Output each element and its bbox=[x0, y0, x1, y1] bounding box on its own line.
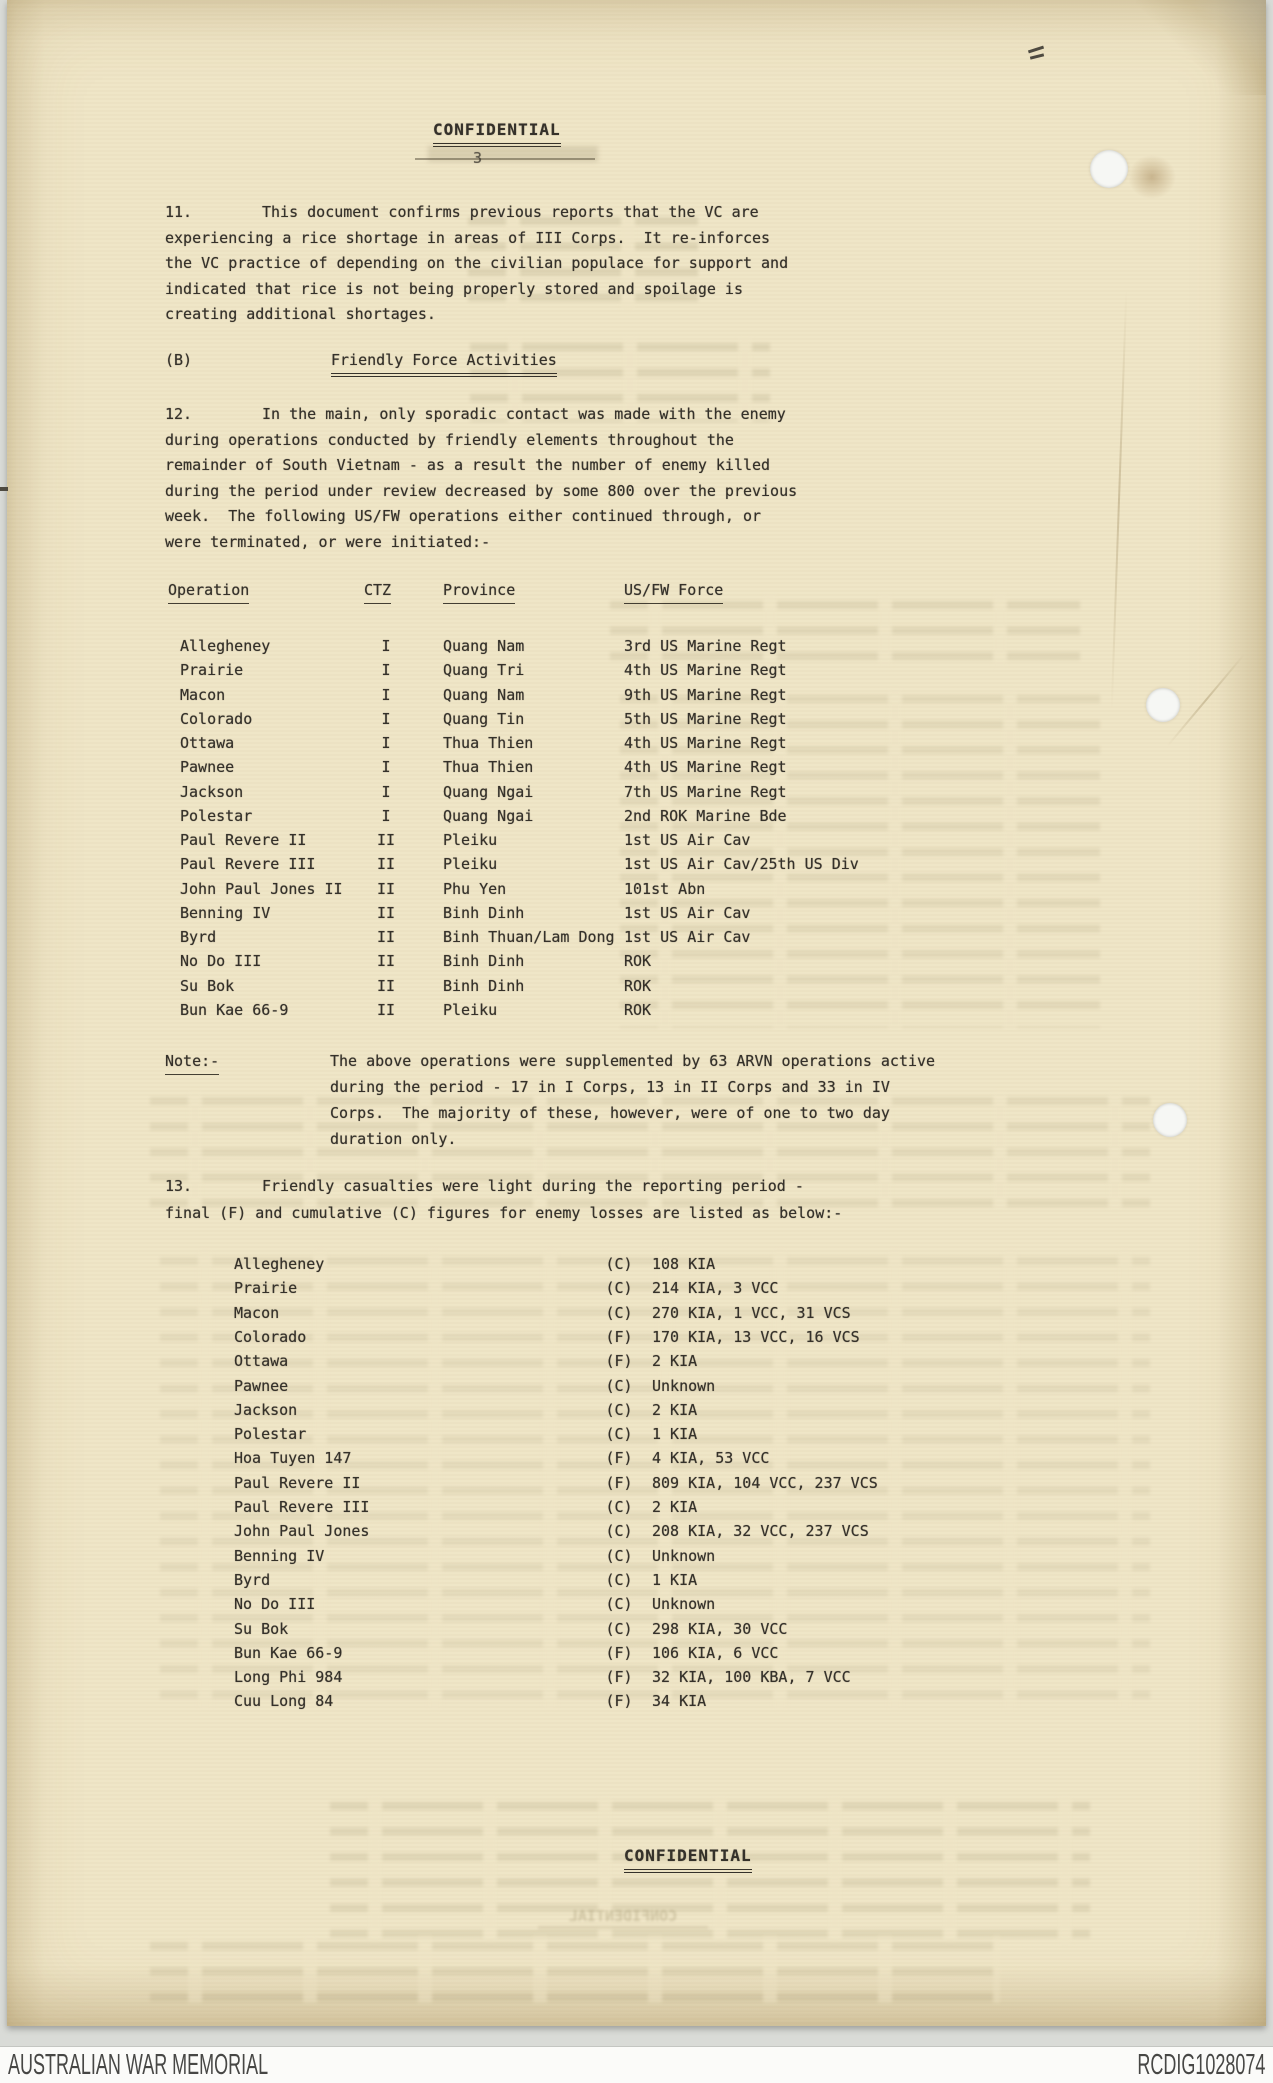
ctz-cell: II bbox=[376, 952, 396, 971]
province-cell: Binh Thuan/Lam Dong bbox=[443, 928, 615, 946]
operation-cell: Paul Revere III bbox=[180, 855, 316, 874]
column-header-province: Province bbox=[443, 578, 515, 604]
text-line: experiencing a rice shortage in areas of III Corps. It re-inforces bbox=[165, 228, 771, 247]
force-cell: 9th US Marine Regt bbox=[624, 685, 787, 704]
operation-cell: Allegheney bbox=[234, 1255, 325, 1273]
ctz-cell: II bbox=[376, 928, 396, 946]
losses-cell: 2 KIA bbox=[652, 1498, 698, 1516]
operation-cell: Polestar bbox=[180, 806, 253, 825]
operations-table-row bbox=[0, 707, 1120, 731]
operations-table-row bbox=[0, 658, 1120, 682]
casualties-row bbox=[0, 1422, 1120, 1446]
force-cell: 1st US Air Cav/25th US Div bbox=[624, 855, 859, 874]
ctz-cell: I bbox=[381, 782, 391, 801]
province-cell: Phu Yen bbox=[443, 879, 507, 898]
casualties-row bbox=[0, 1446, 1120, 1470]
operations-table-row bbox=[0, 828, 1120, 852]
paper-stain bbox=[1128, 155, 1176, 199]
text-line: during operations conducted by friendly elements throughout the bbox=[165, 430, 734, 449]
operation-cell: Paul Revere II bbox=[234, 1473, 361, 1492]
operation-cell: Prairie bbox=[180, 661, 244, 680]
force-cell: 7th US Marine Regt bbox=[624, 782, 787, 801]
operation-cell: Bun Kae 66-9 bbox=[234, 1643, 343, 1662]
casualties-row bbox=[0, 1471, 1120, 1495]
text-line: remainder of South Vietnam - as a result the number of enemy killed bbox=[165, 456, 771, 475]
operation-cell: Jackson bbox=[180, 782, 244, 801]
operation-cell: Paul Revere III bbox=[234, 1498, 370, 1516]
province-cell: Pleiku bbox=[443, 855, 498, 874]
casualties-row bbox=[0, 1495, 1120, 1519]
operation-cell: Byrd bbox=[234, 1570, 271, 1589]
bleed-through-stamp: CONFIDENTIAL bbox=[538, 1906, 708, 1929]
province-cell: Binh Dinh bbox=[443, 903, 525, 922]
operations-table bbox=[0, 634, 1273, 1029]
ctz-cell: I bbox=[381, 661, 391, 680]
force-cell: 3rd US Marine Regt bbox=[624, 637, 787, 655]
operation-cell: Colorado bbox=[234, 1327, 307, 1346]
losses-cell: 170 KIA, 13 VCC, 16 VCS bbox=[652, 1327, 860, 1346]
losses-cell: 1 KIA bbox=[652, 1425, 698, 1444]
text-line: week. The following US/FW operations either continued through, or bbox=[165, 507, 762, 526]
province-cell: Quang Ngai bbox=[443, 782, 534, 801]
casualties-row bbox=[0, 1301, 1120, 1325]
operation-cell: Jackson bbox=[234, 1400, 298, 1419]
operation-cell: Bun Kae 66-9 bbox=[180, 1000, 289, 1019]
province-cell: Thua Thien bbox=[443, 758, 534, 777]
operations-table-row bbox=[0, 877, 1120, 901]
casualties-row bbox=[0, 1374, 1120, 1398]
section-label: (B) bbox=[165, 351, 193, 369]
province-cell: Pleiku bbox=[443, 831, 498, 849]
operation-cell: Macon bbox=[180, 685, 226, 704]
losses-cell: 208 KIA, 32 VCC, 237 VCS bbox=[652, 1522, 869, 1541]
force-cell: 1st US Air Cav bbox=[624, 831, 751, 849]
hole-punch bbox=[1090, 150, 1128, 188]
casualties-row bbox=[0, 1568, 1120, 1592]
text-line: indicated that rice is not being properly stored and spoilage is bbox=[165, 279, 743, 298]
operations-table-row bbox=[0, 998, 1120, 1022]
ctz-cell: II bbox=[376, 831, 396, 849]
figure-code-cell: (F) bbox=[605, 1352, 633, 1371]
column-header-ctz: CTZ bbox=[364, 578, 391, 604]
ctz-cell: II bbox=[376, 855, 396, 874]
archive-footer-bar bbox=[0, 2046, 1273, 2083]
operation-cell: Ottawa bbox=[180, 734, 235, 752]
figure-code-cell: (C) bbox=[605, 1522, 633, 1541]
section-title: Friendly Force Activities bbox=[331, 348, 557, 377]
figure-code-cell: (C) bbox=[605, 1425, 633, 1444]
note-label: Note:- bbox=[165, 1049, 219, 1075]
operations-table-row bbox=[0, 949, 1120, 973]
classification-header: CONFIDENTIAL bbox=[433, 118, 561, 147]
force-cell: 1st US Air Cav bbox=[624, 903, 751, 922]
losses-cell: 2 KIA bbox=[652, 1352, 698, 1371]
ctz-cell: I bbox=[381, 734, 391, 752]
text-line: final (F) and cumulative (C) figures for enemy losses are listed as below:- bbox=[165, 1204, 843, 1222]
ctz-cell: I bbox=[381, 709, 391, 728]
operations-table-row bbox=[0, 974, 1120, 998]
figure-code-cell: (C) bbox=[605, 1619, 633, 1638]
casualties-row bbox=[0, 1617, 1120, 1641]
operation-cell: Long Phi 984 bbox=[234, 1668, 343, 1687]
operations-table-row bbox=[0, 634, 1120, 658]
paragraph-number: 11. bbox=[165, 203, 193, 221]
operation-cell: Colorado bbox=[180, 709, 253, 728]
classification-footer: CONFIDENTIAL bbox=[624, 1844, 752, 1873]
text-line: during the period under review decreased by some 800 over the previous bbox=[165, 481, 798, 500]
figure-code-cell: (C) bbox=[605, 1546, 633, 1565]
operation-cell: No Do III bbox=[234, 1595, 316, 1614]
operation-cell: Hoa Tuyen 147 bbox=[234, 1449, 352, 1468]
operations-table-row bbox=[0, 852, 1120, 876]
text-line: creating additional shortages. bbox=[165, 305, 436, 324]
losses-cell: 106 KIA, 6 VCC bbox=[652, 1643, 779, 1662]
operations-table-row bbox=[0, 731, 1120, 755]
losses-cell: 270 KIA, 1 VCC, 31 VCS bbox=[652, 1303, 851, 1322]
ctz-cell: I bbox=[381, 758, 391, 777]
archive-reference-id: RCDIG1028074 bbox=[1137, 2049, 1265, 2081]
losses-cell: 2 KIA bbox=[652, 1400, 698, 1419]
operation-cell: John Paul Jones bbox=[234, 1522, 370, 1541]
ctz-cell: II bbox=[376, 903, 396, 922]
operation-cell: Benning IV bbox=[234, 1546, 325, 1565]
operations-table-row bbox=[0, 755, 1120, 779]
force-cell: ROK bbox=[624, 976, 652, 995]
corner-fold bbox=[1136, 0, 1266, 95]
province-cell: Quang Nam bbox=[443, 685, 525, 704]
operation-cell: No Do III bbox=[180, 952, 262, 971]
losses-cell: 34 KIA bbox=[652, 1692, 707, 1711]
figure-code-cell: (C) bbox=[605, 1498, 633, 1516]
losses-cell: 108 KIA bbox=[652, 1255, 716, 1273]
figure-code-cell: (C) bbox=[605, 1255, 633, 1273]
ctz-cell: I bbox=[381, 806, 391, 825]
ctz-cell: II bbox=[376, 879, 396, 898]
casualties-row bbox=[0, 1325, 1120, 1349]
force-cell: ROK bbox=[624, 952, 652, 971]
losses-cell: 32 KIA, 100 KBA, 7 VCC bbox=[652, 1668, 851, 1687]
column-header-force: US/FW Force bbox=[624, 578, 723, 604]
operation-cell: Pawnee bbox=[234, 1376, 289, 1395]
operations-table-row bbox=[0, 683, 1120, 707]
figure-code-cell: (F) bbox=[605, 1692, 633, 1711]
paragraph-13 bbox=[165, 1174, 842, 1228]
casualties-row bbox=[0, 1349, 1120, 1373]
operation-cell: Prairie bbox=[234, 1279, 298, 1298]
text-line: In the main, only sporadic contact was made with the enemy bbox=[262, 405, 786, 423]
casualties-row bbox=[0, 1519, 1120, 1543]
text-line: Corps. The majority of these, however, were of one to two day bbox=[330, 1104, 890, 1122]
force-cell: ROK bbox=[624, 1000, 652, 1019]
province-cell: Binh Dinh bbox=[443, 976, 525, 995]
province-cell: Quang Tri bbox=[443, 661, 525, 680]
ctz-cell: II bbox=[376, 1000, 396, 1019]
casualties-row bbox=[0, 1641, 1120, 1665]
losses-cell: 4 KIA, 53 VCC bbox=[652, 1449, 770, 1468]
operation-cell: Ottawa bbox=[234, 1352, 289, 1371]
operation-cell: Polestar bbox=[234, 1425, 307, 1444]
casualties-row bbox=[0, 1689, 1120, 1713]
figure-code-cell: (C) bbox=[605, 1400, 633, 1419]
ctz-cell: I bbox=[381, 685, 391, 704]
operation-cell: Pawnee bbox=[180, 758, 235, 777]
province-cell: Binh Dinh bbox=[443, 952, 525, 971]
casualties-row bbox=[0, 1544, 1120, 1568]
force-cell: 4th US Marine Regt bbox=[624, 661, 787, 680]
figure-code-cell: (C) bbox=[605, 1376, 633, 1395]
ctz-cell: I bbox=[381, 637, 391, 655]
figure-code-cell: (F) bbox=[605, 1668, 633, 1687]
force-cell: 2nd ROK Marine Bde bbox=[624, 806, 787, 825]
casualties-list bbox=[0, 1252, 1273, 1722]
province-cell: Quang Tin bbox=[443, 709, 525, 728]
edge-mark bbox=[0, 487, 8, 491]
force-cell: 5th US Marine Regt bbox=[624, 709, 787, 728]
text-line: This document confirms previous reports that the VC are bbox=[262, 203, 759, 221]
figure-code-cell: (C) bbox=[605, 1279, 633, 1298]
figure-code-cell: (C) bbox=[605, 1595, 633, 1614]
text-line: The above operations were supplemented by 63 ARVN operations active bbox=[330, 1052, 936, 1070]
column-header-operation: Operation bbox=[168, 578, 249, 604]
casualties-row bbox=[0, 1592, 1120, 1616]
losses-cell: 809 KIA, 104 VCC, 237 VCS bbox=[652, 1473, 878, 1492]
force-cell: 101st Abn bbox=[624, 879, 706, 898]
operation-cell: Allegheney bbox=[180, 637, 271, 655]
operation-cell: Su Bok bbox=[180, 976, 235, 995]
force-cell: 4th US Marine Regt bbox=[624, 758, 787, 777]
losses-cell: Unknown bbox=[652, 1376, 716, 1395]
paragraph-number: 13. bbox=[165, 1177, 193, 1195]
operations-table-row bbox=[0, 901, 1120, 925]
casualties-row bbox=[0, 1276, 1120, 1300]
figure-code-cell: (F) bbox=[605, 1473, 633, 1492]
operation-cell: Su Bok bbox=[234, 1619, 289, 1638]
province-cell: Quang Nam bbox=[443, 637, 525, 655]
force-cell: 1st US Air Cav bbox=[624, 928, 751, 946]
figure-code-cell: (C) bbox=[605, 1570, 633, 1589]
figure-code-cell: (F) bbox=[605, 1327, 633, 1346]
operation-cell: Cuu Long 84 bbox=[234, 1692, 334, 1711]
losses-cell: 1 KIA bbox=[652, 1570, 698, 1589]
figure-code-cell: (F) bbox=[605, 1643, 633, 1662]
text-line: were terminated, or were initiated:- bbox=[165, 532, 491, 551]
force-cell: 4th US Marine Regt bbox=[624, 734, 787, 752]
province-cell: Quang Ngai bbox=[443, 806, 534, 825]
losses-cell: 214 KIA, 3 VCC bbox=[652, 1279, 779, 1298]
operation-cell: Benning IV bbox=[180, 903, 271, 922]
casualties-row bbox=[0, 1665, 1120, 1689]
figure-code-cell: (C) bbox=[605, 1303, 633, 1322]
casualties-row bbox=[0, 1252, 1120, 1276]
losses-cell: Unknown bbox=[652, 1546, 716, 1565]
operations-table-row bbox=[0, 925, 1120, 949]
note-paragraph bbox=[330, 1049, 935, 1153]
archive-name: AUSTRALIAN WAR MEMORIAL bbox=[8, 2049, 269, 2081]
text-line: Friendly casualties were light during the reporting period - bbox=[262, 1177, 804, 1195]
operations-table-row bbox=[0, 804, 1120, 828]
operation-cell: Byrd bbox=[180, 928, 217, 946]
province-cell: Thua Thien bbox=[443, 734, 534, 752]
operations-table-row bbox=[0, 780, 1120, 804]
text-line: during the period - 17 in I Corps, 13 in II Corps and 33 in IV bbox=[330, 1078, 890, 1096]
hole-punch bbox=[1153, 1103, 1187, 1137]
operation-cell: John Paul Jones II bbox=[180, 879, 343, 898]
province-cell: Pleiku bbox=[443, 1000, 498, 1019]
ctz-cell: II bbox=[376, 976, 396, 995]
casualties-row bbox=[0, 1398, 1120, 1422]
figure-code-cell: (F) bbox=[605, 1449, 633, 1468]
paragraph-number: 12. bbox=[165, 405, 193, 423]
page-number: 3 bbox=[473, 149, 483, 167]
losses-cell: Unknown bbox=[652, 1595, 716, 1614]
text-line: the VC practice of depending on the civilian populace for support and bbox=[165, 254, 789, 273]
operation-cell: Paul Revere II bbox=[180, 831, 307, 849]
paragraph-12 bbox=[165, 402, 797, 556]
losses-cell: 298 KIA, 30 VCC bbox=[652, 1619, 788, 1638]
operation-cell: Macon bbox=[234, 1303, 280, 1322]
text-line: duration only. bbox=[330, 1130, 457, 1148]
paragraph-11 bbox=[165, 200, 788, 328]
page-number-strike bbox=[415, 158, 595, 160]
